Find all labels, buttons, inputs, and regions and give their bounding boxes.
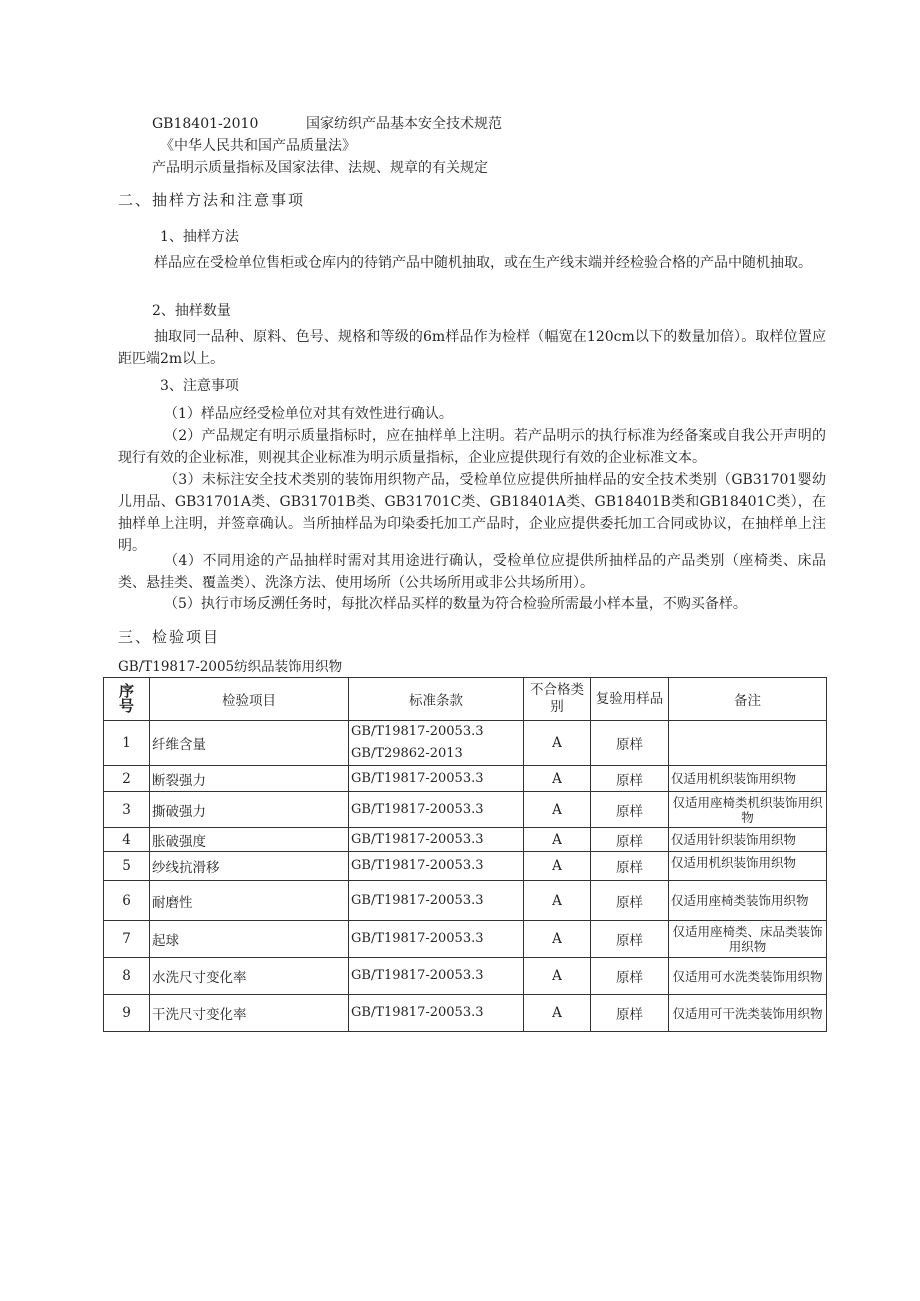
header-category: 不合格类别: [524, 678, 591, 721]
notes-title: 3、注意事项: [160, 378, 239, 394]
row-clause: GB/T19817-20053.3: [349, 881, 524, 921]
header-note: 备注: [669, 678, 827, 721]
sampling-method-text: 样品应在受检单位售柜或仓库内的待销产品中随机抽取，或在生产线末端并经检验合格的产品中随机抽取。: [154, 255, 812, 271]
row-category: A: [524, 721, 591, 766]
row-item: 胀破强度: [150, 828, 349, 852]
header-item: 检验项目: [150, 678, 349, 721]
row-clause: GB/T19817-20053.3: [349, 921, 524, 958]
header-seq: 序号: [104, 678, 150, 721]
table-row: [104, 828, 827, 852]
table-row: [104, 995, 827, 1032]
row-sample: 原样: [591, 881, 669, 921]
section-2-heading: 二、抽样方法和注意事项: [118, 191, 306, 209]
sampling-quantity-text: 抽取同一品种、原料、色号、规格和等级的6m样品作为检样（幅宽在120cm以下的数量加倍）。取样位置应距匹端2m以上。: [118, 329, 826, 367]
row-item: 干洗尺寸变化率: [150, 995, 349, 1032]
note-item: （2）产品规定有明示质量指标时，应在抽样单上注明。若产品明示的执行标准为经备案或自我公开声明的现行有效的企业标准，则视其企业标准为明示质量指标，企业应提供现行有效的企业标准文本。: [118, 428, 826, 466]
row-item: 纱线抗滑移: [150, 852, 349, 881]
row-sample: 原样: [591, 921, 669, 958]
table-header-row: [104, 678, 827, 721]
row-category: A: [524, 766, 591, 792]
row-item: 纤维含量: [150, 721, 349, 766]
sampling-method-title: 1、抽样方法: [160, 229, 239, 245]
row-note: 仅适用机织装饰用织物: [669, 766, 827, 792]
clause-line: GB/T19817-20053.3: [351, 724, 484, 739]
row-clause: [349, 721, 524, 766]
row-sample: 原样: [591, 828, 669, 852]
row-note: 仅适用座椅类装饰用织物: [669, 881, 827, 921]
row-sample: 原样: [591, 852, 669, 881]
ref-law: 《中华人民共和国产品质量法》: [160, 138, 356, 154]
row-item: 起球: [150, 921, 349, 958]
note-item: （4）不同用途的产品抽样时需对其用途进行确认，受检单位应提供所抽样品的产品类别（座椅类、床品类、悬挂类、覆盖类）、洗涤方法、使用场所（公共场所用或非公共场所用）。: [118, 553, 826, 591]
ref-rules: 产品明示质量指标及国家法律、法规、规章的有关规定: [152, 160, 488, 176]
row-category: A: [524, 921, 591, 958]
row-category: A: [524, 852, 591, 881]
table-row: [104, 921, 827, 958]
sampling-quantity-title: 2、抽样数量: [152, 303, 231, 319]
row-sample: 原样: [591, 766, 669, 792]
row-seq: 6: [104, 881, 150, 921]
standard-caption: GB/T19817-2005纺织品装饰用织物: [118, 659, 343, 675]
row-clause: GB/T19817-20053.3: [349, 766, 524, 792]
row-seq: 7: [104, 921, 150, 958]
row-sample: 原样: [591, 792, 669, 828]
row-sample: 原样: [591, 995, 669, 1032]
note-item: （5）执行市场反溯任务时，每批次样品买样的数量为符合检验所需最小样本量，不购买备样。: [164, 596, 747, 612]
header-sample: 复验用样品: [591, 678, 669, 721]
row-item: 耐磨性: [150, 881, 349, 921]
row-clause: GB/T19817-20053.3: [349, 852, 524, 881]
row-note: 仅适用可干洗类装饰用织物: [669, 995, 827, 1032]
ref-code: GB18401-2010: [152, 116, 259, 132]
row-clause: GB/T19817-20053.3: [349, 792, 524, 828]
row-seq: 2: [104, 766, 150, 792]
ref-title: 国家纺织产品基本安全技术规范: [306, 116, 502, 132]
row-note: 仅适用座椅类、床品类装饰用织物: [669, 921, 827, 958]
section-3-heading: 三、检验项目: [118, 628, 221, 646]
row-seq: 1: [104, 721, 150, 766]
row-sample: 原样: [591, 721, 669, 766]
row-category: A: [524, 881, 591, 921]
row-sample: 原样: [591, 958, 669, 995]
row-clause: GB/T19817-20053.3: [349, 995, 524, 1032]
row-category: A: [524, 958, 591, 995]
table-row: [104, 792, 827, 828]
row-note: 仅适用针织装饰用织物: [669, 828, 827, 852]
row-seq: 8: [104, 958, 150, 995]
table-row: [104, 958, 827, 995]
row-item: 撕破强力: [150, 792, 349, 828]
clause-line: GB/T29862-2013: [351, 746, 463, 761]
row-note: [669, 721, 827, 766]
row-seq: 3: [104, 792, 150, 828]
table-row: [104, 721, 827, 766]
note-item: （3）未标注安全技术类别的装饰用织物产品，受检单位应提供所抽样品的安全技术类别（GB31701婴幼儿用品、GB31701A类、GB31701B类、GB31701C类、GB18401A类、GB18401B类和GB18401C类），在抽样单上注明，并签章确认。当所抽样品为印染委托加工产品时，企业应提供委托加工合同或协议，在抽样单上注明。: [118, 472, 826, 554]
row-seq: 5: [104, 852, 150, 881]
row-note: 仅适用机织装饰用织物: [669, 852, 827, 881]
row-category: A: [524, 792, 591, 828]
row-note: 仅适用座椅类机织装饰用织物: [669, 792, 827, 828]
row-item: 水洗尺寸变化率: [150, 958, 349, 995]
row-category: A: [524, 995, 591, 1032]
row-seq: 9: [104, 995, 150, 1032]
table-row: [104, 881, 827, 921]
row-item: 断裂强力: [150, 766, 349, 792]
inspection-items-table: [103, 677, 827, 1032]
header-clause: 标准条款: [349, 678, 524, 721]
table-row: [104, 766, 827, 792]
row-clause: GB/T19817-20053.3: [349, 828, 524, 852]
table-row: [104, 852, 827, 881]
row-clause: GB/T19817-20053.3: [349, 958, 524, 995]
note-item: （1）样品应经受检单位对其有效性进行确认。: [164, 406, 453, 422]
row-note: 仅适用可水洗类装饰用织物: [669, 958, 827, 995]
row-seq: 4: [104, 828, 150, 852]
row-category: A: [524, 828, 591, 852]
